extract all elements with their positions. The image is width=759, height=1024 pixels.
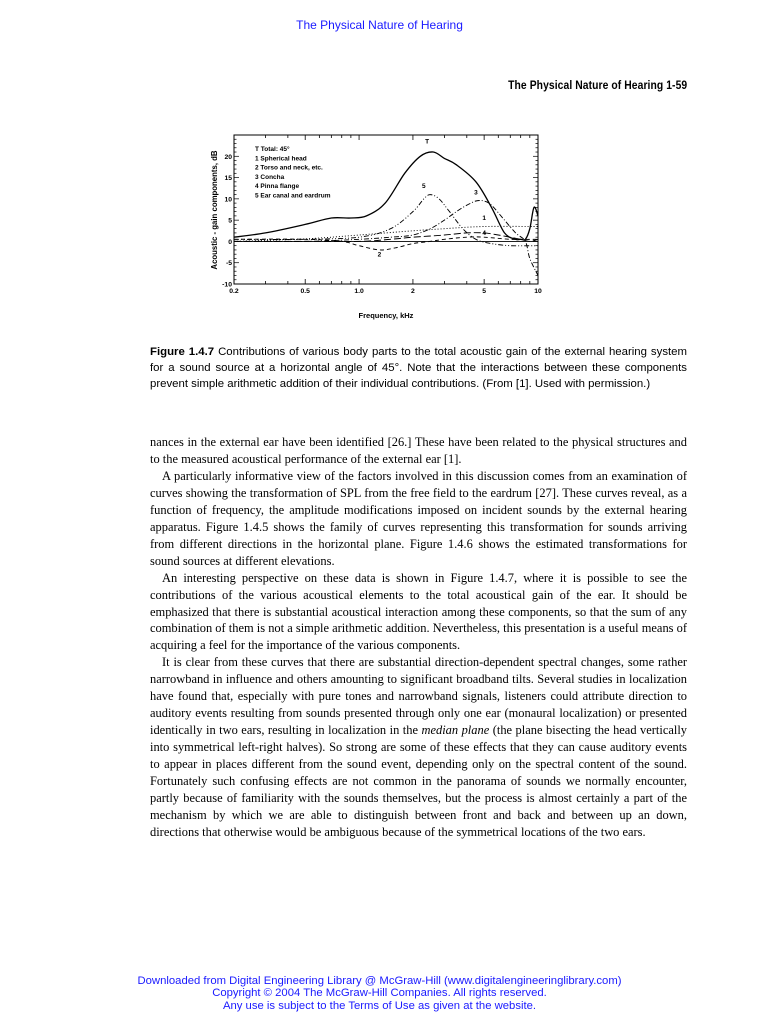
curve-label-1: 1 xyxy=(482,215,486,223)
y-tick-label: -10 xyxy=(222,281,232,289)
figure-caption xyxy=(150,344,687,392)
y-tick-label: -5 xyxy=(225,260,232,268)
legend-entry: 3 Concha xyxy=(255,173,285,181)
y-tick-label: 0 xyxy=(228,238,232,246)
legend-entry: 5 Ear canal and eardrum xyxy=(255,192,331,200)
top-link[interactable]: The Physical Nature of Hearing xyxy=(296,18,463,32)
x-tick-label: 0.2 xyxy=(229,288,239,295)
series-line-2 xyxy=(234,237,538,250)
paragraph-4 xyxy=(150,654,687,840)
y-axis-label: Acoustic - gain components, dB xyxy=(210,150,219,270)
paragraph-4-end: (the plane bisecting the head vertically into symmetrical left-right halves). So strong are some of these effects that they can cause auditory events to appear in places different from the sound event, depending only on the spectral content of the sound. Fortunately such confusing effects are not common in the panorama of sounds we normally encounter, partly because of familiarity with the sounds themselves, but the process is almost certainly a part of the mechanism by which we are able to distinguish between front and back and between up an down, directions that otherwise would be ambiguous because of the symmetrical locations of the two ears. xyxy=(150,723,688,839)
x-tick-label: 5 xyxy=(482,288,487,295)
x-tick-label: 0.5 xyxy=(300,288,310,295)
x-tick-label: 10 xyxy=(534,288,542,295)
median-plane-term: median plane xyxy=(421,723,490,738)
y-tick-labels xyxy=(222,154,232,289)
footer-copyright[interactable]: Copyright © 2004 The McGraw-Hill Companies. All rights reserved. xyxy=(212,987,547,1000)
running-head: The Physical Nature of Hearing 1-59 xyxy=(507,78,687,92)
footer-terms[interactable]: Any use is subject to the Terms of Use as given at the website. xyxy=(222,999,537,1012)
acoustic-gain-chart xyxy=(205,130,545,330)
legend-entry: 4 Pinna flange xyxy=(255,183,300,191)
curve-label-T: T xyxy=(425,138,430,146)
legend-entry: T Total: 45° xyxy=(255,146,290,153)
legend-entry: 1 Spherical head xyxy=(255,155,307,163)
curve-label-3: 3 xyxy=(474,189,478,197)
y-tick-label: 5 xyxy=(228,217,232,225)
x-axis-label: Frequency, kHz xyxy=(358,311,414,320)
paragraph-2: A particularly informative view of the factors involved in this discussion comes from an examination of curves showing the transformation of SPL from the free field to the eardrum [27]. These curves reveal, as a function of frequency, the amplitude modifications imposed on incident sounds by the external hearing apparatus. Figure 1.4.5 shows the family of curves representing this transformation for sounds arriving from different directions in the horizontal plane. Figure 1.4.6 shows the estimated transformations for sound sources at different elevations. xyxy=(150,468,687,568)
paragraph-4-start: It is clear from these curves that there are substantial direction-dependent spectral changes, some rather narrowband in influence and others amounting to significant broadband tilts. Several studies in localization have found that, especially with pure tones and narrowband signals, listeners could attribute direction to auditory events resulting from sounds presented through only one ear (monaural localization) or presented identically in two ears, resulting in localization in the xyxy=(150,655,687,738)
footer-download-link[interactable]: Downloaded from Digital Engineering Library @ McGraw-Hill (www.digitalengineeringlibrary.com) xyxy=(137,975,622,987)
x-tick-label: 2 xyxy=(411,288,415,295)
x-tick-labels xyxy=(229,288,542,295)
figure-caption-text: Contributions of various body parts to the total acoustic gain of the external hearing system for a sound source at a horizontal angle of 45°. Note that the interactions between these components prevent simple arithmetic addition of their individual contributions. (From [1]. Used with permission.) xyxy=(150,346,687,390)
curve-label-5: 5 xyxy=(421,183,426,191)
legend-entry: 2 Torso and neck, etc. xyxy=(255,164,323,172)
paragraph-3: An interesting perspective on these data is shown in Figure 1.4.7, where it is possible to see the contributions of the various acoustical elements to the total acoustical gain of the ear. It should be emphasized that there is substantial acoustical interaction among these components, so that the sum of any combination of them is not a simple arithmetic addition. Nevertheless, this presentation is a useful means of acquiring a feel for the importance of the various components. xyxy=(150,570,687,653)
y-tick-label: 20 xyxy=(224,153,232,161)
body-text xyxy=(150,434,687,841)
y-tick-label: 10 xyxy=(224,196,232,204)
figure-label: Figure 1.4.7 xyxy=(150,346,215,358)
footer xyxy=(0,975,759,1012)
curve-label-4: 4 xyxy=(482,230,486,238)
y-tick-label: 15 xyxy=(224,175,232,183)
paragraph-1: nances in the external ear have been identified [26.] These have been related to the physical structures and to the measured acoustical performance of the external ear [1]. xyxy=(150,435,687,466)
x-tick-label: 1.0 xyxy=(354,288,364,295)
curve-labels xyxy=(378,139,487,259)
curve-label-2: 2 xyxy=(377,251,382,259)
chart-legend xyxy=(255,145,331,200)
